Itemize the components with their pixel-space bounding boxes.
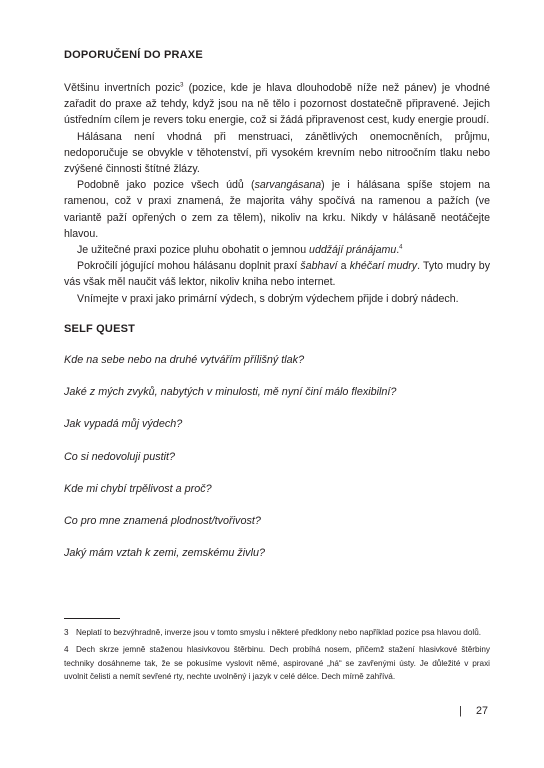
question-item: Jaké z mých zvyků, nabytých v minulosti, mě nyní činí málo flexibilní? [64, 386, 397, 399]
footnote-ref-3: 3 [180, 82, 184, 89]
page-separator: | [459, 705, 462, 717]
heading-doporuceni: DOPORUČENÍ DO PRAXE [64, 49, 203, 61]
footnotes [64, 626, 490, 688]
footnote-text: Dech skrze jemně staženou hlasivkovou štěrbinu. Dech probíhá nosem, přičemž stažení hlasivkové štěrbiny techniky dosáhneme tak, že se pokusíme vyslovit němé, aspirované „há“ se zavřenými ústy. Je důležité v praxi uvolnit čelisti a nemít sevřené rty, nechte uvolněný i jazyk v celé délce. Dech mírně zahřívá. [64, 645, 490, 682]
footnote-3 [64, 626, 490, 639]
question-item: Co pro mne znamená plodnost/tvořivost? [64, 514, 261, 527]
page-number [459, 703, 488, 719]
heading-self-quest: SELF QUEST [64, 323, 136, 335]
paragraph-4: Je užitečné praxi pozice pluhu obohatit o jemnou uddžájí pránájamu.$^4$ [77, 244, 403, 257]
question-item: Co si nedovoluji pustit? [64, 450, 176, 463]
question-item: Jak vypadá můj výdech? [64, 418, 183, 431]
page-number-value: 27 [475, 705, 488, 717]
question-item: Jaký mám vztah k zemi, zemskému živlu? [64, 547, 265, 560]
footnote-number: 4 [64, 645, 69, 655]
question-list [64, 352, 490, 577]
paragraph-3: Podobně jako pozice všech údů (sarvangásana) je i hálásana spíše stojem na ramenou, což v praxi znamená, že majorita váhy spočívá na ramenou a pažích (ve variantě paží opřených o zem za tělem), nikoliv na krku. Nikdy v hálásaně neotáčejte hlavou. [64, 179, 490, 240]
question-item: Kde mi chybí trpělivost a proč? [64, 482, 212, 495]
recommendations-text [64, 80, 490, 307]
footnote-number: 3 [64, 628, 69, 637]
paragraph-6: Vnímejte v praxi jako primární výdech, s dobrým výdechem přijde i dobrý nádech. [77, 292, 459, 305]
paragraph-2: Hálásana není vhodná při menstruaci, zánětlivých onemocněních, průjmu, nedoporučuje se obvykle v těhotenství, při vysokém krevním nebo nitroočním tlaku nebo zvýšené činnosti štítné žlázy. [64, 130, 490, 176]
paragraph-1: Většinu invertních pozic$^3$ (pozice, kde je hlava dlouhodobě níže než pánev) je vhodné zařadit do praxe až tehdy, když jsou na ně tělo i pozornost dostatečně připravené. Jejich ústředním cílem je revers toku energie, což si žádá připravenost cest, kudy energie proudí. [64, 82, 490, 127]
footnote-4 [64, 643, 490, 683]
footnote-divider [64, 618, 120, 619]
paragraph-5: Pokročilí jógující mohou hálásanu doplnit praxí šabhaví a khéčarí mudry. Tyto mudry by vás však měl naučit váš lektor, nikoliv kniha nebo internet. [64, 260, 490, 289]
question-item: Kde na sebe nebo na druhé vytvářím přílišný tlak? [64, 354, 305, 366]
footnote-text: Neplatí to bezvýhradně, inverze jsou v tomto smyslu i některé předklony nebo například pozice psa hlavou dolů. [76, 628, 482, 637]
footnote-ref-4: 4 [399, 244, 403, 251]
